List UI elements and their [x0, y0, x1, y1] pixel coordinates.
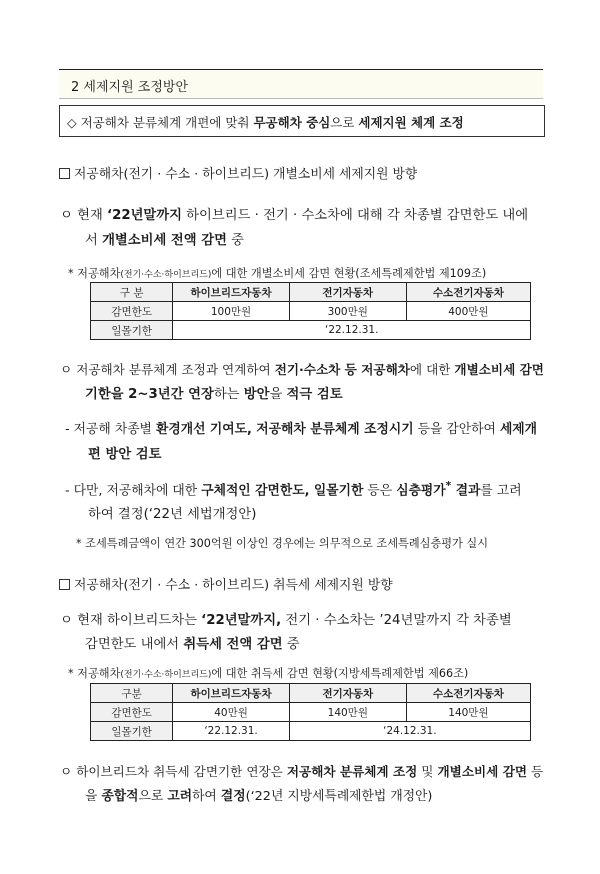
table-row: 감면한도 100만원 300만원 400만원 [91, 302, 531, 321]
circle-bullet-icon: ㅇ [60, 764, 73, 779]
ind-tax-footnote: * 조세특례금액이 연간 300억원 이상인 경우에는 의무적으로 조세특례심층평가 실시 [76, 537, 489, 550]
section-header [59, 69, 543, 99]
ind-tax-dash-1-line-1: - 저공해 차종별 환경개선 기여도, 저공해차 분류체계 조정시기 등을 감안하여 세제개 [65, 422, 538, 437]
acq-tax-bullet-2-line-1: ㅇ 하이브리드차 취득세 감면기한 연장은 저공해차 분류체계 조정 및 개별소비세 감면 등 [60, 764, 544, 779]
summary-box [59, 105, 545, 137]
table-row: 감면한도 40만원 140만원 140만원 [91, 703, 531, 722]
acq-tax-bullet-1-line-1: ㅇ 현재 하이브리드차는 ‘22년말까지, 전기 · 수소차는 ’24년말까지 각 차종별 [60, 613, 512, 628]
acq-tax-note: * 저공해차(전기·수소·하이브리드)에 대한 취득세 감면 현황(지방세특례제한법 제66조) [68, 667, 469, 680]
acq-tax-heading: 저공해차(전기 · 수소 · 하이브리드) 취득세 세제지원 방향 [59, 574, 393, 593]
ind-tax-dash-2-line-1: - 다만, 저공해차에 대한 구체적인 감면한도, 일몰기한 등은 심층평가* 결과를 고려 [65, 479, 522, 499]
table-header-row: 구분 하이브리드자동차 전기자동차 수소전기자동차 [91, 684, 531, 703]
ind-tax-note: * 저공해차(전기·수소·하이브리드)에 대한 개별소비세 감면 현황(조세특례제한법 제109조) [68, 267, 487, 280]
acq-tax-bullet-1-line-2: 감면한도 내에서 취득세 전액 감면 중 [85, 637, 300, 652]
ind-tax-table [90, 282, 531, 340]
acq-tax-bullet-2-line-2: 을 종합적으로 고려하여 결정(‘22년 지방세특례제한법 개정안) [85, 789, 433, 804]
table-row: 일몰기한 ‘22.12.31. [91, 321, 531, 340]
ind-tax-bullet-2-line-2: 기한을 2~3년간 연장하는 방안을 적극 검토 [85, 387, 343, 402]
square-bullet-icon [59, 168, 70, 179]
ind-tax-bullet-1-line-1: ㅇ 현재 ‘22년말까지 하이브리드 · 전기 · 수소차에 대해 각 차종별 감면한도 내에 [60, 208, 529, 223]
square-bullet-icon [59, 579, 70, 590]
table-header-row: 구 분 하이브리드자동차 전기자동차 수소전기자동차 [91, 283, 531, 302]
section-title: 2 세제지원 조정방안 [71, 80, 188, 95]
circle-bullet-icon: ㅇ [60, 208, 73, 223]
ind-tax-dash-1-line-2: 편 방안 검토 [88, 447, 162, 462]
acq-tax-table [90, 683, 531, 741]
circle-bullet-icon: ㅇ [60, 613, 73, 628]
ind-tax-heading: 저공해차(전기 · 수소 · 하이브리드) 개별소비세 세제지원 방향 [59, 163, 417, 182]
table-row: 일몰기한 ‘22.12.31. ‘24.12.31. [91, 722, 531, 741]
ind-tax-dash-2-line-2: 하여 결정(‘22년 세법개정안) [88, 507, 257, 522]
circle-bullet-icon: ㅇ [60, 362, 73, 377]
diamond-icon: ◇ [67, 115, 77, 130]
ind-tax-bullet-1-line-2: 서 개별소비세 전액 감면 중 [85, 233, 245, 248]
ind-tax-bullet-2-line-1: ㅇ 저공해차 분류체계 조정과 연계하여 전기·수소차 등 저공해차에 대한 개별소비세 감면 [60, 362, 544, 377]
summary-text: ◇ 저공해차 분류체계 개편에 맞춰 무공해차 중심으로 세제지원 체계 조정 [67, 115, 464, 130]
